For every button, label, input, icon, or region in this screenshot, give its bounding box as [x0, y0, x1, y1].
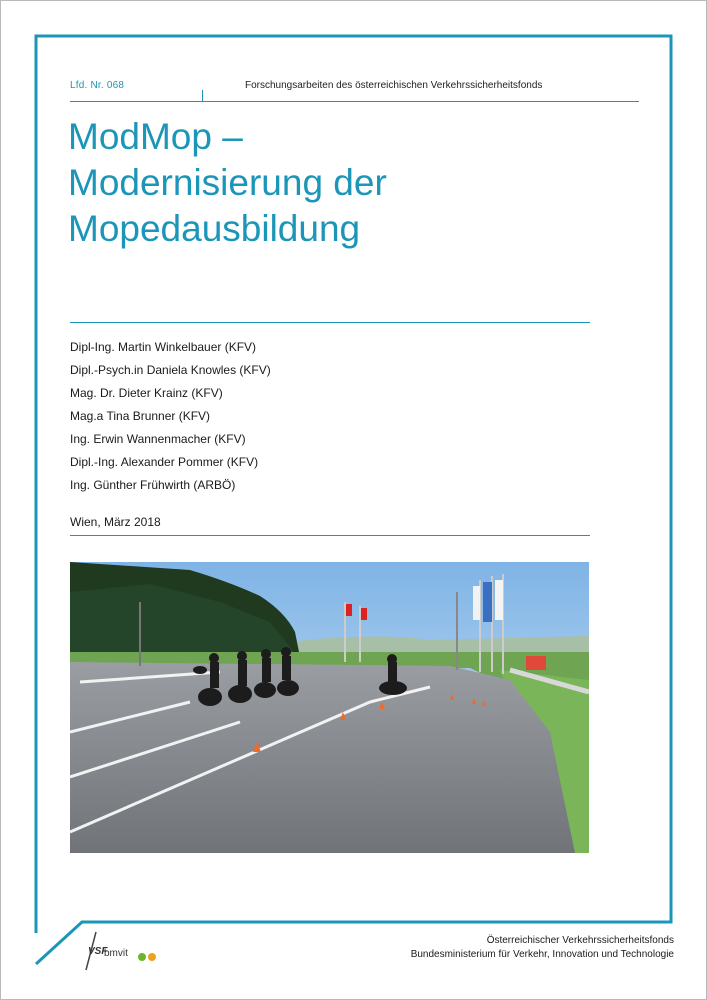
- title-line: Mopedausbildung: [68, 208, 361, 249]
- title-line: ModMop –: [68, 116, 243, 157]
- footer-line-2: Bundesministerium für Verkehr, Innovation und Technologie: [410, 949, 674, 960]
- header-divider-tick: [202, 90, 203, 101]
- author: Dipl.-Psych.in Daniela Knowles (KFV): [70, 363, 271, 377]
- cover-photo: [70, 562, 589, 853]
- serial-number: Lfd. Nr. 068: [70, 80, 125, 91]
- logo-bmvit-text: bmvit: [104, 948, 128, 959]
- logo-vsf-text: VSF: [88, 946, 108, 957]
- place-date: Wien, März 2018: [70, 515, 161, 529]
- title-line: Modernisierung der: [68, 162, 387, 203]
- author: Dipl-Ing. Martin Winkelbauer (KFV): [70, 340, 257, 354]
- author: Ing. Erwin Wannenmacher (KFV): [70, 432, 246, 446]
- authors-top-rule: [70, 322, 590, 323]
- footer-line-1: Österreichischer Verkehrssicherheitsfonds: [486, 935, 674, 946]
- date-rule: [70, 535, 590, 536]
- header-rule: [70, 101, 639, 102]
- document-title: [68, 114, 628, 252]
- moped-training-photo: [70, 562, 589, 853]
- author: Mag. Dr. Dieter Krainz (KFV): [70, 386, 223, 400]
- publisher-footer: [411, 934, 674, 962]
- vsf-bmvit-logo: [84, 930, 164, 974]
- series-title: Forschungsarbeiten des österreichischen Verkehrssicherheitsfonds: [245, 80, 543, 91]
- author: Ing. Günther Frühwirth (ARBÖ): [70, 478, 236, 492]
- author: Dipl.-Ing. Alexander Pommer (KFV): [70, 455, 259, 469]
- author-list: [70, 338, 271, 499]
- author: Mag.a Tina Brunner (KFV): [70, 409, 211, 423]
